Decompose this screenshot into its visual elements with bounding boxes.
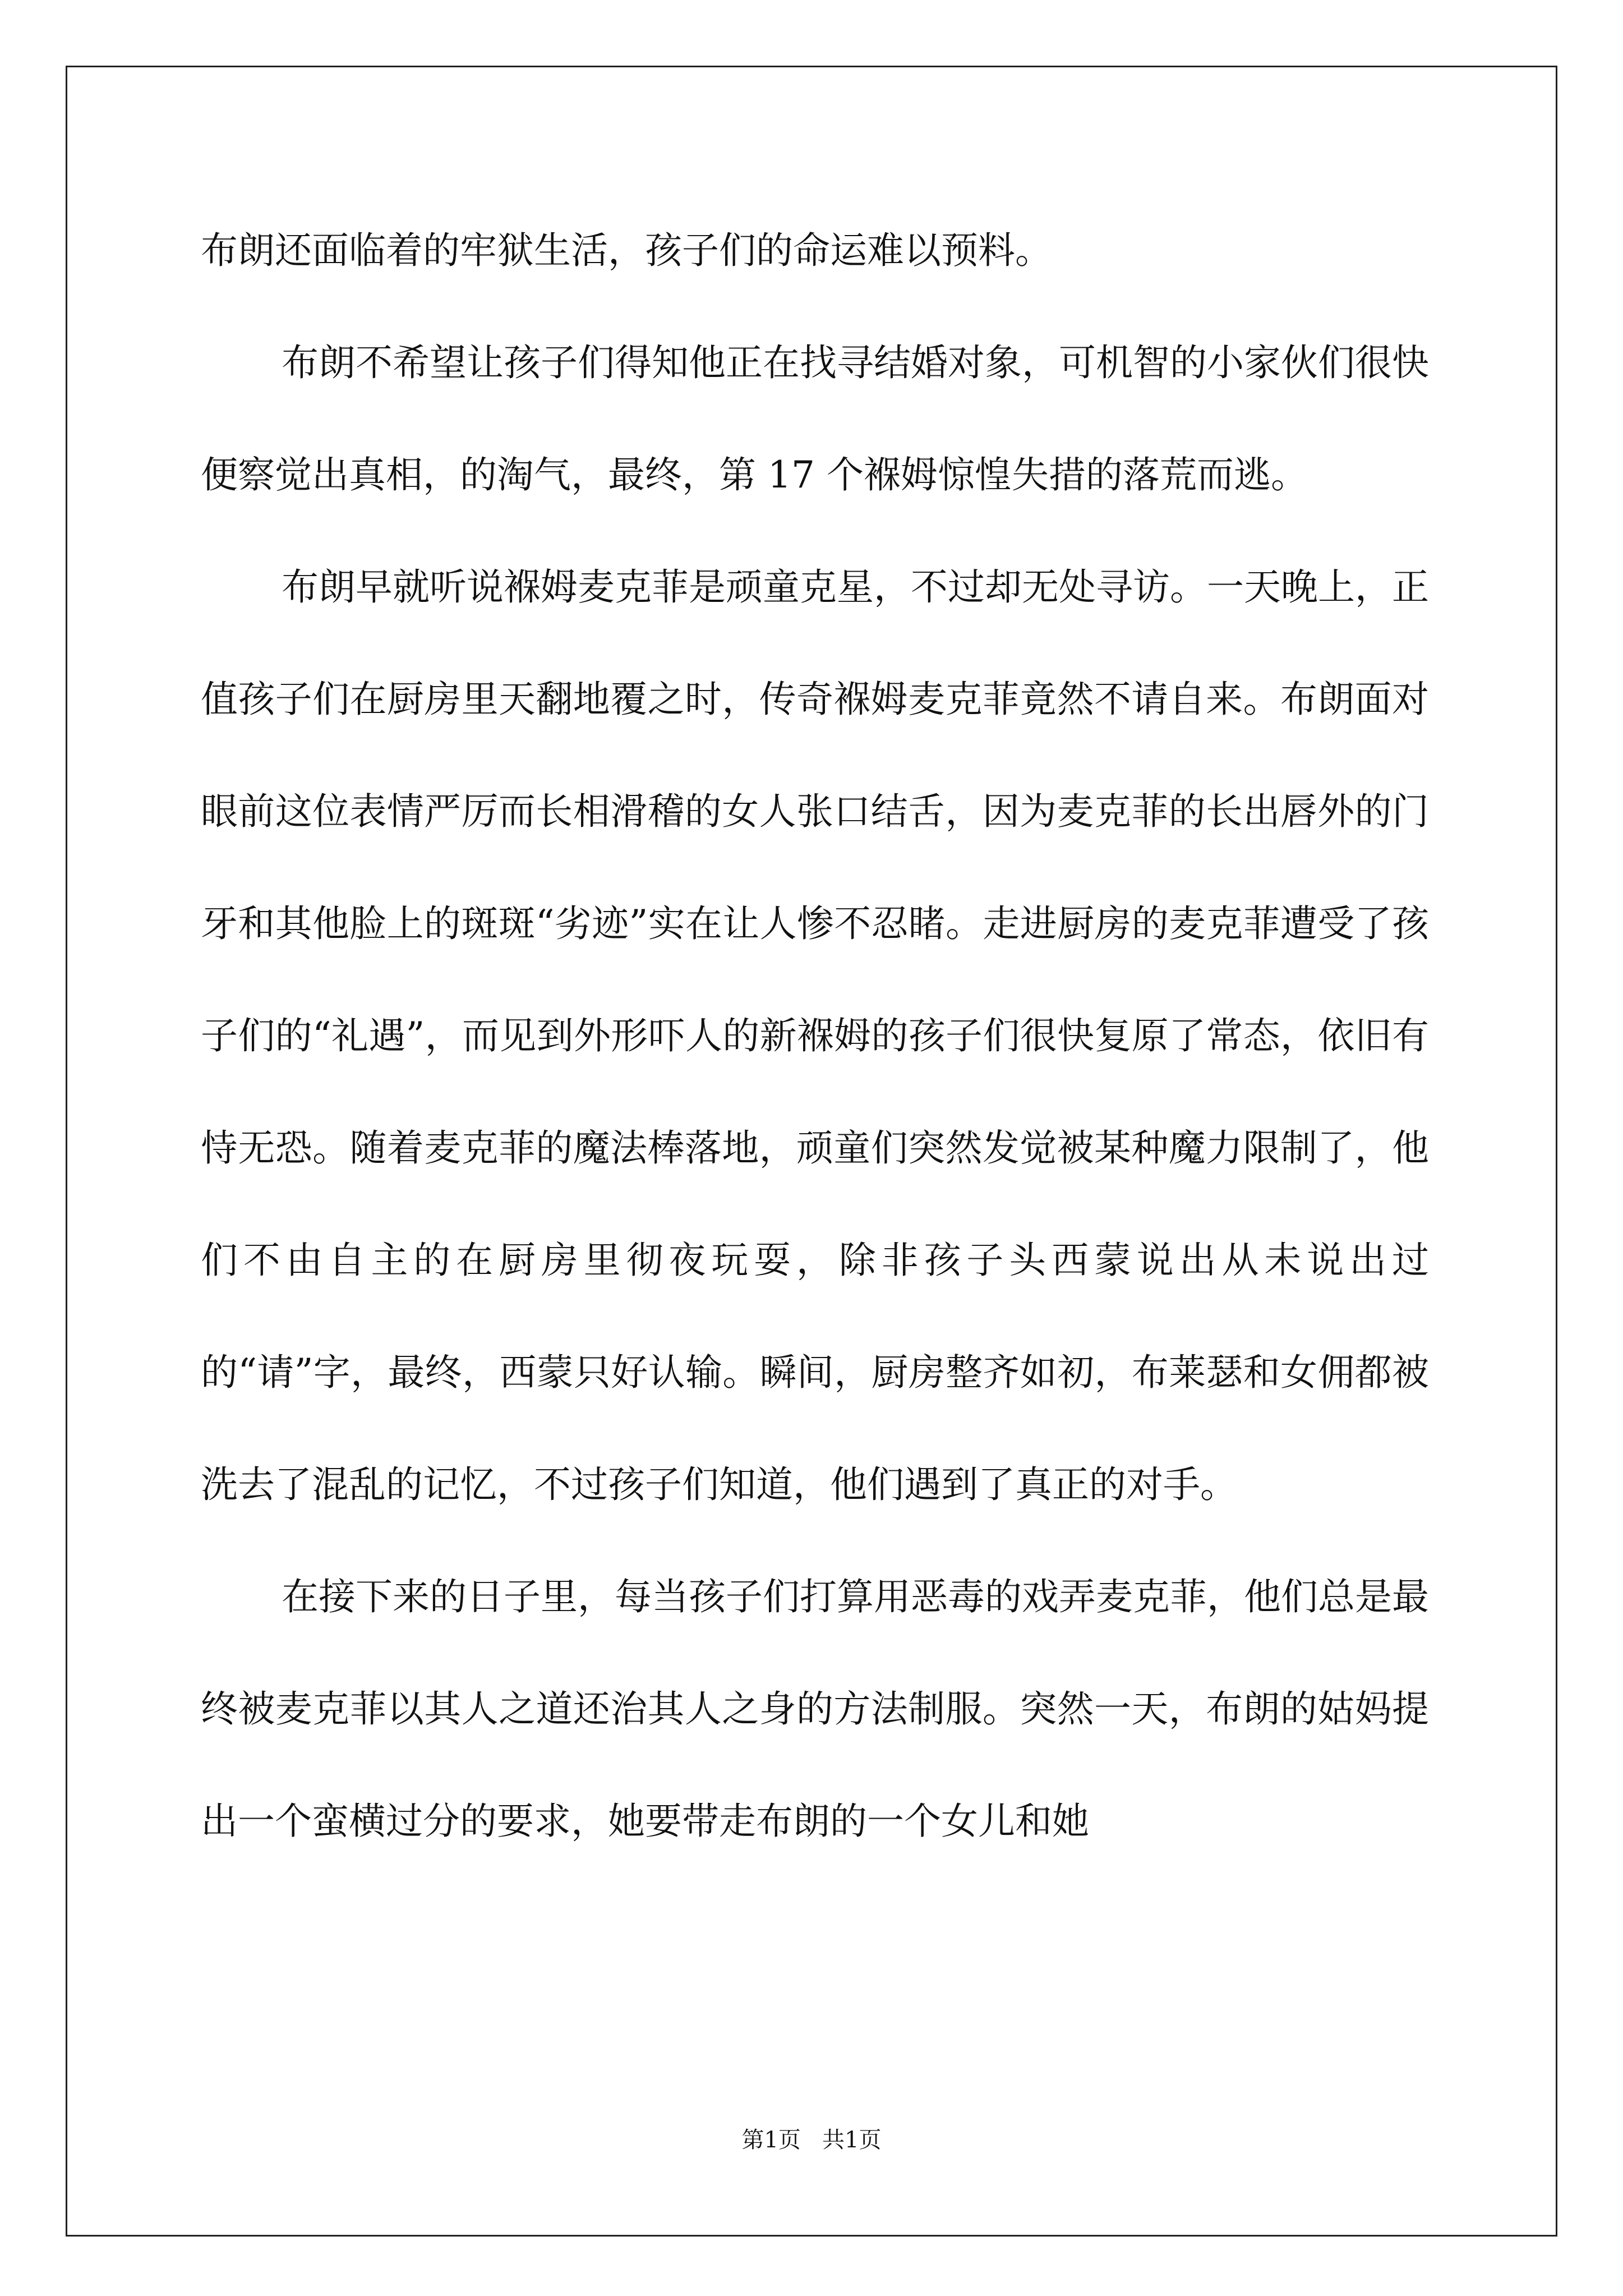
paragraph-3: 布朗早就听说褓姆麦克菲是顽童克星，不过却无处寻访。一天晚上，正值孩子们在厨房里天翻地覆之时，传奇褓姆麦克菲竟然不请自来。布朗面对眼前这位表情严厉而长相滑稽的女人张口结舌，因为麦克菲的长出唇外的门牙和其他脸上的斑斑“劣迹”实在让人惨不忍睹。走进厨房的麦克菲遭受了孩子们的“礼遇”，而见到外形吓人的新褓姆的孩子们很快复原了常态，依旧有恃无恐。随着麦克菲的魔法棒落地，顽童们突然发觉被某种魔力限制了，他们不由自主的在厨房里彻夜玩耍，除非孩子头西蒙说出从未说出过的“请”字，最终，西蒙只好认输。瞬间，厨房整齐如初，布莱瑟和女佣都被洗去了混乱的记忆，不过孩子们知道，他们遇到了真正的对手。 bbox=[201, 565, 1429, 1506]
paragraph-1: 布朗还面临着的牢狱生活，孩子们的命运难以预料。 bbox=[201, 229, 1052, 272]
paragraph-2: 布朗不希望让孩子们得知他正在找寻结婚对象，可机智的小家伙们很快便察觉出真相，的淘气，最终，第 17 个褓姆惊惶失措的落荒而逃。 bbox=[201, 341, 1429, 496]
document-body bbox=[201, 195, 1429, 1878]
page-number-footer: 第1页 共1页 bbox=[741, 2127, 882, 2153]
paragraph-4: 在接下来的日子里，每当孩子们打算用恶毒的戏弄麦克菲，他们总是最终被麦克菲以其人之道还治其人之身的方法制服。突然一天，布朗的姑妈提出一个蛮横过分的要求，她要带走布朗的一个女儿和她 bbox=[201, 1575, 1429, 1843]
